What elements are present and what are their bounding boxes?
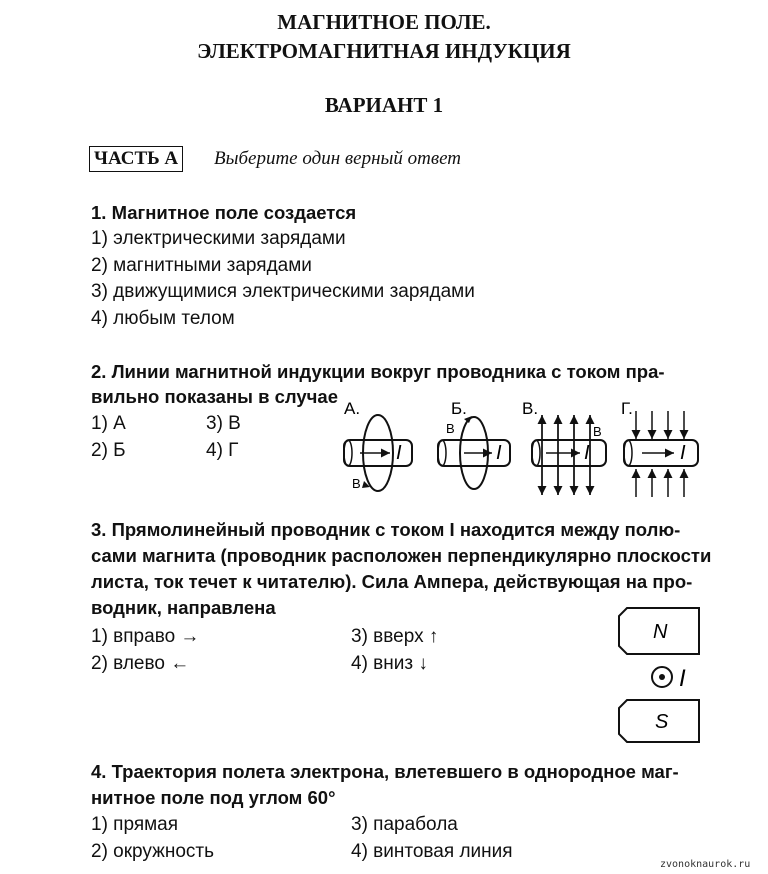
b-label-a: В [352, 476, 361, 491]
north-pole-label: N [653, 621, 668, 643]
q2-text-line-2: вильно показаны в случае [91, 386, 339, 407]
q1-text: 1. Магнитное поле создается [91, 202, 357, 223]
magnet-figure [615, 606, 710, 746]
figure-v-label: В. [522, 399, 539, 418]
current-label-b: I [496, 442, 502, 464]
figure-g [621, 399, 698, 497]
current-label-v: I [584, 442, 590, 464]
part-label: ЧАСТЬ А [89, 146, 183, 172]
figure-a-label: А. [344, 399, 361, 418]
variant-heading: ВАРИАНТ 1 [324, 93, 444, 117]
q3-option: 3) вверх ↑ [351, 626, 439, 647]
figure-v [522, 399, 606, 495]
q3-text-line-4: водник, направлена [91, 597, 276, 618]
q2-option: 3) В [206, 413, 241, 434]
part-instruction: Выберите один верный ответ [214, 148, 461, 169]
current-label-g: I [680, 442, 686, 464]
figure-b-label: Б. [451, 399, 467, 418]
q3-text-line-1: 3. Прямолинейный проводник с током I находится между полю- [91, 519, 681, 540]
q4-option: 1) прямая [91, 814, 179, 835]
q1-option: 2) магнитными зарядами [91, 255, 312, 276]
q2-option: 2) Б [91, 440, 126, 461]
south-pole-label: S [655, 711, 669, 733]
b-label-v: В [593, 424, 602, 439]
title-line-2: ЭЛЕКТРОМАГНИТНАЯ ИНДУКЦИЯ [197, 39, 571, 63]
current-label: I [679, 665, 686, 692]
q2-figures [330, 395, 705, 505]
q1-option: 4) любым телом [91, 308, 235, 329]
figure-g-label: Г. [621, 399, 633, 418]
q3-option: 4) вниз ↓ [351, 653, 428, 674]
title-line-1: МАГНИТНОЕ ПОЛЕ. [277, 10, 491, 34]
figure-a [344, 399, 412, 491]
q4-option: 2) окружность [91, 841, 214, 862]
q2-text-line-1: 2. Линии магнитной индукции вокруг проводника с током пра- [91, 361, 665, 382]
q1-option: 3) движущимися электрическими зарядами [91, 281, 475, 302]
watermark: zvonoknaurok.ru [660, 859, 751, 870]
q4-option: 3) парабола [351, 814, 458, 835]
q1-option: 1) электрическими зарядами [91, 228, 346, 249]
figure-b [438, 399, 510, 489]
q3-text-line-3: листа, ток течет к читателю). Сила Ампера, действующая на про- [91, 571, 693, 592]
b-label-b: В [446, 421, 455, 436]
current-label-a: I [396, 442, 402, 464]
q4-text-line-2: нитное поле под углом 60° [91, 787, 336, 808]
q3-option: 1) вправо → [91, 626, 200, 647]
q3-option: 2) влево ← [91, 653, 190, 674]
q3-text-line-2: сами магнита (проводник расположен перпендикулярно плоскости [91, 545, 712, 566]
q2-option: 1) А [91, 413, 126, 434]
q2-option: 4) Г [206, 440, 239, 461]
q4-option: 4) винтовая линия [351, 841, 513, 862]
q4-text-line-1: 4. Траектория полета электрона, влетевшего в однородное маг- [91, 761, 679, 782]
